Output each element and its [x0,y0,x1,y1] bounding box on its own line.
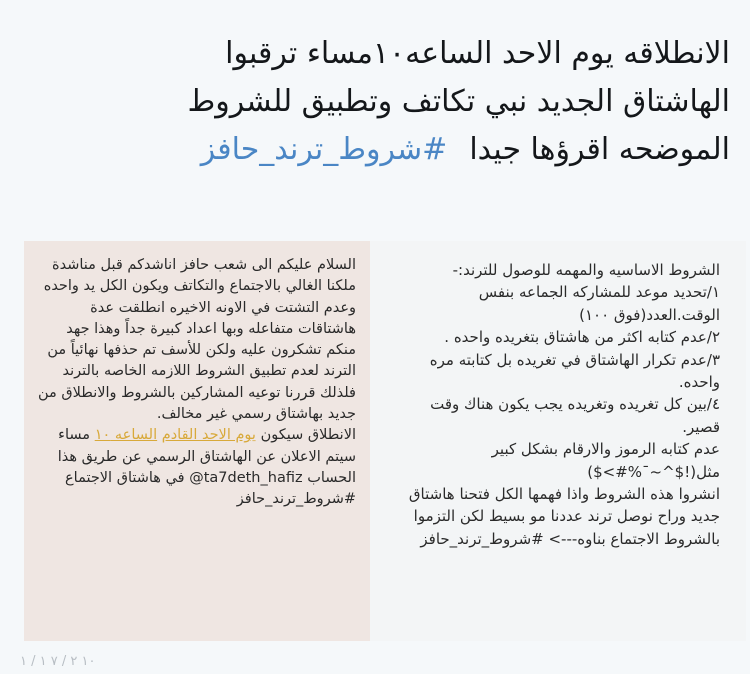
rule-item-1: ١/تحديد موعد للمشاركه الجماعه بنفس الوقت.العدد(فوق ١٠٠) [478,283,720,324]
rule-item-4: ٤/بين كل تغريده وتغريده يجب يكون هناك وقت قصير. [430,395,720,436]
left-paragraph-2 [36,425,356,510]
tweet-line-1: الانطلاقه يوم الاحد الساعه١٠مساء ترقبوا [225,36,730,71]
tweet-line-2: الهاشتاق الجديد نبي تكاتف وتطبيق للشروط [187,84,730,119]
rule-item-5-text: عدم كتابه الرموز والارقام بشكل كبير مثل( [491,440,720,481]
tweet-text [40,30,730,174]
launch-prefix: الانطلاق سيكون [260,427,356,444]
launch-hour: الساعه ١٠ [94,427,158,444]
left-note-panel [24,241,370,641]
rules-closing: انشروا هذه الشروط واذا فهمها الكل فتحنا هاشتاق جديد وراح نوصل ترند عددنا مو بسيط لكن التزموا بالشروط الاجتماع بناوه---> #شروط_ترند_حافز [408,485,720,548]
left-closing: في هاشتاق الاجتماع #شروط_ترند_حافز [65,469,356,508]
rule-item-5-symbols: $<#%¯~^$! [593,462,691,481]
launch-rest: مساء سيتم الاعلان عن الهاشتاق الرسمي عن طريق هذا الحساب [57,427,356,486]
launch-day: يوم الاحد القادم [161,427,256,444]
rules-heading: الشروط الاساسيه والمهمه للوصول للترند:- [452,261,720,279]
tweet-line-3-text: الموضحه اقرؤها جيدا [469,132,730,167]
tweet-line-3 [40,126,730,174]
account-handle: @ta7deth_hafiz [189,469,303,486]
tweet-timestamp: ١٠ ٢ / ٧ ١ / ١ [20,654,96,669]
rule-item-5-end: ) [587,462,594,481]
left-paragraph-1: السلام عليكم الى شعب حافز اناشدكم قبل مناشدة ملكنا الغالي بالاجتماع والتكاتف ويكون الكل يد واحده وعدم التشتت في الاونه الاخيره انطلقت عدة هاشتاقات متفاعله وبها اعداد كبيرة جداً وهذا جهد منكم تشكرون عليه ولكن للأسف تم حذفها نهائياً من الترند لعدم تطبيق الشروط اللازمه الخاصه بالترند فلذلك قررنا توعيه المشاركين بالشروط والانطلاق من جديد بهاشتاق رسمي غير مخالف. [37,257,356,423]
hashtag-link[interactable]: #شروط_ترند_حافز [200,132,448,167]
rule-item-3: ٣/عدم تكرار الهاشتاق في تغريده بل كتابته مره واحده. [429,350,720,392]
rule-item-5 [388,438,720,483]
tweet-media-image[interactable] [24,241,746,641]
rule-item-2: ٢/عدم كتابه اكثر من هاشتاق بتغريده واحده . [444,328,720,347]
right-note-panel [370,241,746,641]
